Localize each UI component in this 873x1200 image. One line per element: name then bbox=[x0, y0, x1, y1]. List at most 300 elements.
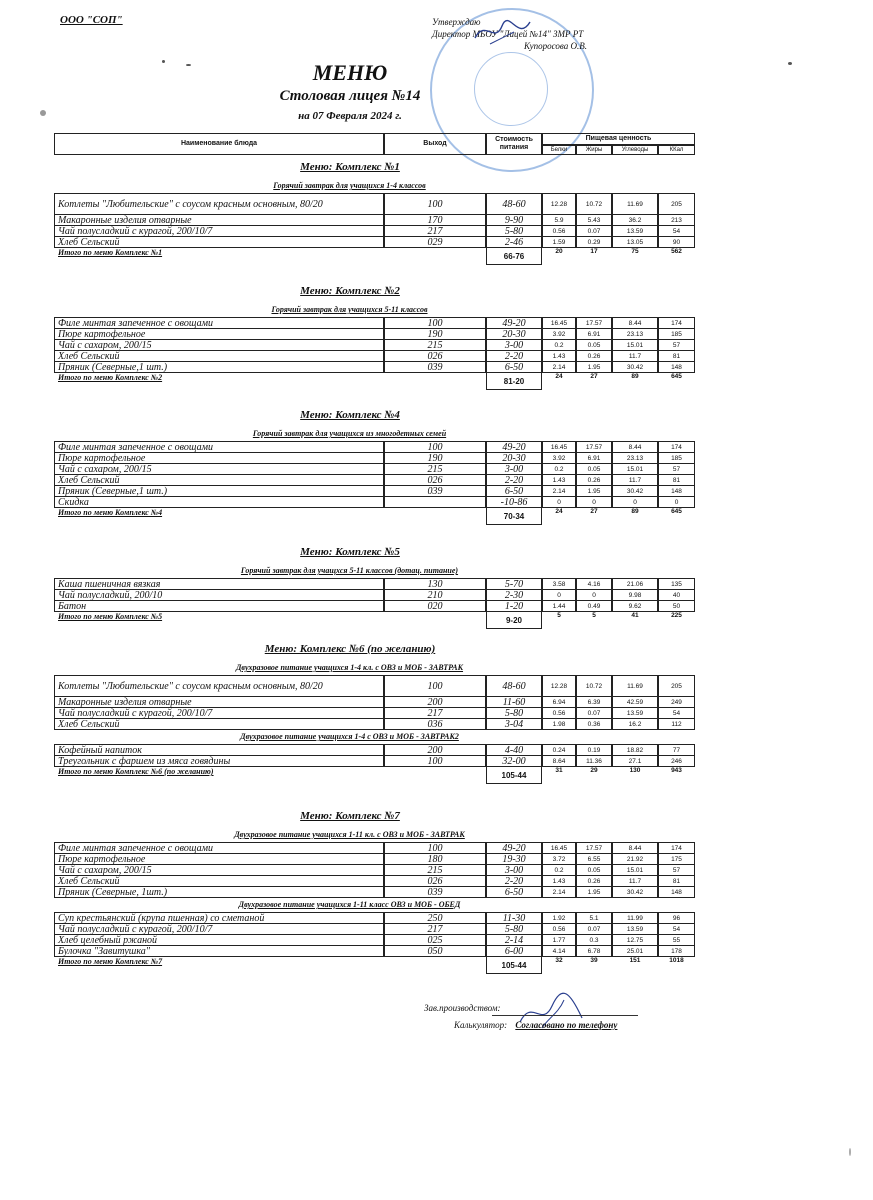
dish-fats: 17.57 bbox=[576, 317, 612, 329]
dish-proteins: 1.43 bbox=[542, 350, 576, 362]
dish-fats: 0.49 bbox=[576, 600, 612, 612]
dish-price: 49-20 bbox=[486, 317, 542, 329]
dish-output: 180 bbox=[384, 853, 486, 865]
dish-carbs: 11.7 bbox=[612, 474, 658, 486]
dish-carbs: 16.2 bbox=[612, 718, 658, 730]
total-carbs: 75 bbox=[631, 248, 639, 255]
total-price: 9-20 bbox=[486, 611, 542, 629]
dish-proteins: 16.45 bbox=[542, 317, 576, 329]
dish-kcal: 205 bbox=[658, 193, 695, 215]
dish-kcal: 135 bbox=[658, 578, 695, 590]
dish-fats: 0 bbox=[576, 496, 612, 508]
dish-name: Пюре картофельное bbox=[54, 452, 384, 464]
dish-name: Пряник (Северные, 1шт.) bbox=[54, 886, 384, 898]
dish-output: 130 bbox=[384, 578, 486, 590]
dish-proteins: 0.56 bbox=[542, 707, 576, 719]
dish-fats: 4.16 bbox=[576, 578, 612, 590]
dish-name: Чай с сахаром, 200/15 bbox=[54, 864, 384, 876]
dish-fats: 6.39 bbox=[576, 696, 612, 708]
dish-fats: 5.43 bbox=[576, 214, 612, 226]
dish-price: 6-50 bbox=[486, 886, 542, 898]
scan-speck bbox=[186, 64, 191, 66]
total-label: Итого по меню Комплекс №2 bbox=[58, 373, 163, 382]
header-proteins: Белки bbox=[542, 145, 576, 155]
dish-name: Каша пшеничная вязкая bbox=[54, 578, 384, 590]
dish-kcal: 213 bbox=[658, 214, 695, 226]
table-row bbox=[54, 361, 682, 373]
dish-price: 49-20 bbox=[486, 842, 542, 854]
dish-name: Филе минтая запеченное с овощами bbox=[54, 441, 384, 453]
group-subtitle: Двухразовое питание учащихся 1-11 кл. с ОВЗ и МОБ - ЗАВТРАК bbox=[234, 830, 465, 839]
dish-proteins: 0.56 bbox=[542, 225, 576, 237]
dish-name: Котлеты "Любительские" с соусом красным основным, 80/20 bbox=[54, 675, 384, 697]
dish-kcal: 54 bbox=[658, 225, 695, 237]
dish-output: 026 bbox=[384, 474, 486, 486]
menu-date: на 07 Февраля 2024 г. bbox=[298, 110, 402, 122]
dish-carbs: 8.44 bbox=[612, 842, 658, 854]
dish-fats: 10.72 bbox=[576, 193, 612, 215]
dish-name: Булочка "Завитушка" bbox=[54, 945, 384, 957]
dish-proteins: 5.9 bbox=[542, 214, 576, 226]
dish-price: 3-00 bbox=[486, 339, 542, 351]
dish-fats: 0.07 bbox=[576, 923, 612, 935]
dish-proteins: 0.24 bbox=[542, 744, 576, 756]
dish-fats: 6.91 bbox=[576, 328, 612, 340]
dish-carbs: 13.59 bbox=[612, 225, 658, 237]
dish-fats: 17.57 bbox=[576, 441, 612, 453]
scan-speck bbox=[849, 1148, 851, 1156]
section-title: Меню: Комплекс №6 (по желанию) bbox=[264, 643, 436, 655]
dish-carbs: 9.62 bbox=[612, 600, 658, 612]
dish-name: Суп крестьянский (крупа пшенная) со сметаной bbox=[54, 912, 384, 924]
dish-kcal: 175 bbox=[658, 853, 695, 865]
dish-proteins: 1.43 bbox=[542, 474, 576, 486]
dish-name: Чай с сахаром, 200/15 bbox=[54, 339, 384, 351]
dish-fats: 6.55 bbox=[576, 853, 612, 865]
dish-name: Пюре картофельное bbox=[54, 853, 384, 865]
page-subtitle: Столовая лицея №14 bbox=[279, 88, 421, 104]
dish-price: 2-46 bbox=[486, 236, 542, 248]
dish-proteins: 3.58 bbox=[542, 578, 576, 590]
total-fats: 39 bbox=[590, 957, 598, 964]
dish-proteins: 0 bbox=[542, 589, 576, 601]
dish-kcal: 0 bbox=[658, 496, 695, 508]
header-fats: Жиры bbox=[576, 145, 612, 155]
dish-output: 020 bbox=[384, 600, 486, 612]
dish-fats: 0.3 bbox=[576, 934, 612, 946]
total-proteins: 5 bbox=[557, 612, 561, 619]
dish-output: 050 bbox=[384, 945, 486, 957]
table-row bbox=[54, 600, 681, 612]
approval-line-1: Утверждаю bbox=[432, 17, 481, 27]
dish-name: Скидка bbox=[54, 496, 384, 508]
total-fats: 17 bbox=[590, 248, 598, 255]
dish-price: 2-20 bbox=[486, 350, 542, 362]
dish-proteins: 1.77 bbox=[542, 934, 576, 946]
header-carbs: Углеводы bbox=[612, 145, 658, 155]
dish-price: 3-04 bbox=[486, 718, 542, 730]
total-price: 105-44 bbox=[486, 956, 542, 974]
dish-price: 5-80 bbox=[486, 225, 542, 237]
dish-output: 170 bbox=[384, 214, 486, 226]
dish-kcal: 57 bbox=[658, 864, 695, 876]
dish-proteins: 6.94 bbox=[542, 696, 576, 708]
dish-proteins: 1.44 bbox=[542, 600, 576, 612]
total-fats: 29 bbox=[590, 767, 598, 774]
dish-proteins: 3.92 bbox=[542, 328, 576, 340]
dish-kcal: 246 bbox=[658, 755, 695, 767]
dish-carbs: 21.92 bbox=[612, 853, 658, 865]
dish-price: 1-20 bbox=[486, 600, 542, 612]
dish-output: 036 bbox=[384, 718, 486, 730]
dish-fats: 1.95 bbox=[576, 485, 612, 497]
dish-name: Пряник (Северные,1 шт.) bbox=[54, 361, 384, 373]
dish-kcal: 185 bbox=[658, 452, 695, 464]
dish-proteins: 0 bbox=[542, 496, 576, 508]
dish-kcal: 81 bbox=[658, 875, 695, 887]
dish-carbs: 18.82 bbox=[612, 744, 658, 756]
group-subtitle: Горячий завтрак для учащихся из многодетных семей bbox=[252, 429, 447, 438]
dish-carbs: 36.2 bbox=[612, 214, 658, 226]
dish-price: 48-60 bbox=[486, 675, 542, 697]
dish-carbs: 11.7 bbox=[612, 875, 658, 887]
dish-fats: 0 bbox=[576, 589, 612, 601]
total-carbs: 130 bbox=[629, 767, 641, 774]
dish-name: Чай с сахаром, 200/15 bbox=[54, 463, 384, 475]
approval-line-2: Директор МБОУ "Лицей №14" ЗМР РТ bbox=[432, 29, 584, 39]
dish-price: 20-30 bbox=[486, 452, 542, 464]
dish-price: 2-14 bbox=[486, 934, 542, 946]
dish-carbs: 8.44 bbox=[612, 317, 658, 329]
section-total bbox=[54, 248, 682, 266]
dish-kcal: 54 bbox=[658, 707, 695, 719]
dish-carbs: 27.1 bbox=[612, 755, 658, 767]
total-proteins: 31 bbox=[555, 767, 563, 774]
total-carbs: 89 bbox=[631, 508, 639, 515]
total-price: 81-20 bbox=[486, 372, 542, 390]
dish-carbs: 30.42 bbox=[612, 485, 658, 497]
group-subtitle: Горячий завтрак для учащхся 5-11 классов (дотац. питание) bbox=[240, 566, 459, 575]
dish-proteins: 0.2 bbox=[542, 864, 576, 876]
dish-carbs: 42.59 bbox=[612, 696, 658, 708]
dish-fats: 6.91 bbox=[576, 452, 612, 464]
dish-price: 20-30 bbox=[486, 328, 542, 340]
dish-proteins: 16.45 bbox=[542, 441, 576, 453]
dish-proteins: 12.28 bbox=[542, 193, 576, 215]
dish-name: Чай полусладкий с курагой, 200/10/7 bbox=[54, 707, 384, 719]
dish-name: Чай полусладкий с курагой, 200/10/7 bbox=[54, 225, 384, 237]
section-title: Меню: Комплекс №1 bbox=[300, 161, 400, 173]
dish-name: Хлеб Сельский bbox=[54, 875, 384, 887]
dish-kcal: 174 bbox=[658, 441, 695, 453]
calculator-value: Согласовано по телефону bbox=[515, 1020, 618, 1030]
dish-price: 2-20 bbox=[486, 474, 542, 486]
dish-kcal: 174 bbox=[658, 317, 695, 329]
dish-proteins: 2.14 bbox=[542, 886, 576, 898]
dish-output: 190 bbox=[384, 328, 486, 340]
dish-output: 200 bbox=[384, 744, 486, 756]
dish-name: Хлеб Сельский bbox=[54, 474, 384, 486]
total-kcal: 943 bbox=[671, 767, 682, 774]
dish-fats: 0.05 bbox=[576, 339, 612, 351]
dish-kcal: 148 bbox=[658, 361, 695, 373]
scan-speck bbox=[162, 60, 165, 63]
total-carbs: 151 bbox=[629, 957, 641, 964]
dish-name: Пюре картофельное bbox=[54, 328, 384, 340]
dish-name: Хлеб Сельский bbox=[54, 718, 384, 730]
calculator-label: Калькулятор: bbox=[454, 1020, 508, 1030]
dish-kcal: 77 bbox=[658, 744, 695, 756]
dish-proteins: 2.14 bbox=[542, 485, 576, 497]
dish-proteins: 1.59 bbox=[542, 236, 576, 248]
dish-name: Хлеб Сельский bbox=[54, 236, 384, 248]
dish-fats: 0.26 bbox=[576, 875, 612, 887]
dish-price: 6-00 bbox=[486, 945, 542, 957]
group-subtitle: Двухразовое питание учащихся 1-4 с ОВЗ и МОБ - ЗАВТРАК2 bbox=[240, 732, 459, 741]
dish-output: 215 bbox=[384, 339, 486, 351]
dish-output: 039 bbox=[384, 886, 486, 898]
dish-proteins: 0.2 bbox=[542, 339, 576, 351]
group-subtitle: Двухразовое питание учащихся 1-4 кл. с ОВЗ и МОБ - ЗАВТРАК bbox=[235, 663, 464, 672]
dish-name: Филе минтая запеченное с овощами bbox=[54, 317, 384, 329]
group-subtitle: Горячий завтрак для учащихся 5-11 классов bbox=[271, 305, 428, 314]
dish-proteins: 1.43 bbox=[542, 875, 576, 887]
total-label: Итого по меню Комплекс №4 bbox=[58, 508, 163, 517]
dish-name: Батон bbox=[54, 600, 384, 612]
dish-kcal: 96 bbox=[658, 912, 695, 924]
dish-carbs: 13.59 bbox=[612, 707, 658, 719]
header-kcal: ККал bbox=[658, 145, 695, 155]
section-title: Меню: Комплекс №5 bbox=[300, 546, 400, 558]
dish-proteins: 1.92 bbox=[542, 912, 576, 924]
dish-name: Хлеб Сельский bbox=[54, 350, 384, 362]
dish-fats: 0.29 bbox=[576, 236, 612, 248]
dish-kcal: 205 bbox=[658, 675, 695, 697]
dish-carbs: 23.13 bbox=[612, 328, 658, 340]
dish-kcal: 90 bbox=[658, 236, 695, 248]
dish-carbs: 21.06 bbox=[612, 578, 658, 590]
dish-price: 2-30 bbox=[486, 589, 542, 601]
dish-output: 190 bbox=[384, 452, 486, 464]
dish-price: 32-00 bbox=[486, 755, 542, 767]
dish-price: 19-30 bbox=[486, 853, 542, 865]
dish-kcal: 174 bbox=[658, 842, 695, 854]
dish-carbs: 30.42 bbox=[612, 361, 658, 373]
company-name: ООО "СОП" bbox=[60, 14, 123, 26]
dish-output: 100 bbox=[384, 675, 486, 697]
dish-kcal: 57 bbox=[658, 463, 695, 475]
scan-speck bbox=[40, 110, 46, 116]
header-nutrition: Пищевая ценность bbox=[542, 133, 695, 145]
dish-output: 039 bbox=[384, 361, 486, 373]
dish-name: Филе минтая запеченное с овощами bbox=[54, 842, 384, 854]
calculator-row bbox=[454, 1020, 617, 1030]
total-price: 70-34 bbox=[486, 507, 542, 525]
dish-proteins: 0.2 bbox=[542, 463, 576, 475]
total-kcal: 645 bbox=[671, 373, 682, 380]
page-title: МЕНЮ bbox=[312, 60, 388, 85]
dish-price: 11-30 bbox=[486, 912, 542, 924]
total-kcal: 1018 bbox=[669, 957, 684, 964]
dish-price: 49-20 bbox=[486, 441, 542, 453]
dish-fats: 17.57 bbox=[576, 842, 612, 854]
dish-carbs: 11.69 bbox=[612, 193, 658, 215]
dish-price: 6-50 bbox=[486, 485, 542, 497]
dish-kcal: 148 bbox=[658, 886, 695, 898]
total-kcal: 225 bbox=[671, 612, 682, 619]
dish-fats: 0.05 bbox=[576, 864, 612, 876]
table-row bbox=[54, 945, 682, 957]
table-row bbox=[54, 718, 682, 730]
table-row bbox=[54, 193, 682, 215]
scan-speck bbox=[788, 62, 792, 65]
dish-price: 9-90 bbox=[486, 214, 542, 226]
dish-fats: 0.26 bbox=[576, 474, 612, 486]
dish-output: 100 bbox=[384, 441, 486, 453]
dish-carbs: 11.99 bbox=[612, 912, 658, 924]
dish-kcal: 185 bbox=[658, 328, 695, 340]
dish-carbs: 23.13 bbox=[612, 452, 658, 464]
dish-proteins: 12.28 bbox=[542, 675, 576, 697]
dish-name: Макаронные изделия отварные bbox=[54, 214, 384, 226]
dish-proteins: 3.92 bbox=[542, 452, 576, 464]
dish-output: 026 bbox=[384, 350, 486, 362]
total-carbs: 41 bbox=[631, 612, 639, 619]
dish-output: 026 bbox=[384, 875, 486, 887]
dish-fats: 6.78 bbox=[576, 945, 612, 957]
dish-carbs: 0 bbox=[612, 496, 658, 508]
dish-name: Котлеты "Любительские" с соусом красным основным, 80/20 bbox=[54, 193, 384, 215]
total-label: Итого по меню Комплекс №7 bbox=[58, 957, 163, 966]
dish-fats: 0.19 bbox=[576, 744, 612, 756]
group-subtitle: Горячий завтрак для учащихся 1-4 классов bbox=[273, 181, 426, 190]
total-label: Итого по меню Комплекс №1 bbox=[58, 248, 163, 257]
dish-output: 100 bbox=[384, 842, 486, 854]
dish-kcal: 249 bbox=[658, 696, 695, 708]
dish-fats: 10.72 bbox=[576, 675, 612, 697]
total-label: Итого по меню Комплекс №5 bbox=[58, 612, 163, 621]
dish-kcal: 81 bbox=[658, 350, 695, 362]
dish-name: Хлеб целебный ржаной bbox=[54, 934, 384, 946]
dish-price: 3-00 bbox=[486, 864, 542, 876]
dish-kcal: 57 bbox=[658, 339, 695, 351]
dish-name: Пряник (Северные,1 шт.) bbox=[54, 485, 384, 497]
dish-fats: 0.07 bbox=[576, 225, 612, 237]
total-fats: 27 bbox=[590, 508, 598, 515]
dish-output: 215 bbox=[384, 864, 486, 876]
dish-carbs: 15.01 bbox=[612, 339, 658, 351]
production-manager-label: Зав.производством: bbox=[424, 1003, 501, 1013]
dish-fats: 11.36 bbox=[576, 755, 612, 767]
dish-output: 217 bbox=[384, 923, 486, 935]
total-kcal: 562 bbox=[671, 248, 682, 255]
dish-output: 210 bbox=[384, 589, 486, 601]
dish-fats: 0.07 bbox=[576, 707, 612, 719]
dish-name: Чай полусладкий с курагой, 200/10/7 bbox=[54, 923, 384, 935]
dish-price: 11-60 bbox=[486, 696, 542, 708]
total-proteins: 24 bbox=[555, 373, 563, 380]
header-output: Выход bbox=[384, 133, 486, 155]
dish-carbs: 30.42 bbox=[612, 886, 658, 898]
dish-carbs: 25.01 bbox=[612, 945, 658, 957]
dish-price: 5-80 bbox=[486, 923, 542, 935]
dish-carbs: 9.98 bbox=[612, 589, 658, 601]
dish-price: 48-60 bbox=[486, 193, 542, 215]
dish-carbs: 13.59 bbox=[612, 923, 658, 935]
section-total bbox=[54, 612, 682, 630]
dish-kcal: 55 bbox=[658, 934, 695, 946]
dish-proteins: 3.72 bbox=[542, 853, 576, 865]
group-subtitle: Двухразовое питание учащихся 1-11 класс ОВЗ и МОБ - ОБЕД bbox=[238, 900, 461, 909]
section-total bbox=[54, 373, 682, 391]
dish-kcal: 40 bbox=[658, 589, 695, 601]
dish-carbs: 8.44 bbox=[612, 441, 658, 453]
table-row bbox=[54, 675, 682, 697]
total-price: 105-44 bbox=[486, 766, 542, 784]
total-carbs: 89 bbox=[631, 373, 639, 380]
dish-output bbox=[384, 496, 486, 508]
section-title: Меню: Комплекс №4 bbox=[300, 409, 400, 421]
section-title: Меню: Комплекс №2 bbox=[300, 285, 400, 297]
dish-carbs: 11.7 bbox=[612, 350, 658, 362]
dish-output: 200 bbox=[384, 696, 486, 708]
dish-output: 025 bbox=[384, 934, 486, 946]
production-signature-line bbox=[492, 1015, 638, 1016]
dish-carbs: 13.05 bbox=[612, 236, 658, 248]
approval-line-3: Купоросова О.В. bbox=[524, 41, 587, 51]
dish-fats: 0.26 bbox=[576, 350, 612, 362]
dish-kcal: 178 bbox=[658, 945, 695, 957]
dish-price: 5-80 bbox=[486, 707, 542, 719]
dish-carbs: 15.01 bbox=[612, 864, 658, 876]
dish-proteins: 8.64 bbox=[542, 755, 576, 767]
dish-output: 217 bbox=[384, 225, 486, 237]
dish-output: 039 bbox=[384, 485, 486, 497]
dish-output: 100 bbox=[384, 193, 486, 215]
total-proteins: 24 bbox=[555, 508, 563, 515]
dish-price: -10-86 bbox=[486, 496, 542, 508]
dish-kcal: 54 bbox=[658, 923, 695, 935]
table-row bbox=[54, 496, 679, 508]
dish-proteins: 0.56 bbox=[542, 923, 576, 935]
dish-carbs: 12.75 bbox=[612, 934, 658, 946]
dish-price: 2-20 bbox=[486, 875, 542, 887]
total-proteins: 32 bbox=[555, 957, 563, 964]
dish-carbs: 11.69 bbox=[612, 675, 658, 697]
dish-proteins: 2.14 bbox=[542, 361, 576, 373]
dish-output: 029 bbox=[384, 236, 486, 248]
dish-price: 6-50 bbox=[486, 361, 542, 373]
dish-proteins: 16.45 bbox=[542, 842, 576, 854]
dish-kcal: 81 bbox=[658, 474, 695, 486]
total-label: Итого по меню Комплекс №6 (по желанию) bbox=[58, 767, 214, 776]
dish-name: Чай полусладкий, 200/10 bbox=[54, 589, 384, 601]
section-title: Меню: Комплекс №7 bbox=[300, 810, 400, 822]
table-row bbox=[54, 886, 682, 898]
dish-fats: 5.1 bbox=[576, 912, 612, 924]
dish-fats: 1.95 bbox=[576, 361, 612, 373]
dish-proteins: 4.14 bbox=[542, 945, 576, 957]
dish-price: 4-40 bbox=[486, 744, 542, 756]
total-fats: 27 bbox=[590, 373, 598, 380]
dish-output: 215 bbox=[384, 463, 486, 475]
dish-output: 250 bbox=[384, 912, 486, 924]
dish-fats: 1.95 bbox=[576, 886, 612, 898]
section-total bbox=[54, 767, 682, 785]
dish-carbs: 15.01 bbox=[612, 463, 658, 475]
total-fats: 5 bbox=[592, 612, 596, 619]
dish-price: 5-70 bbox=[486, 578, 542, 590]
